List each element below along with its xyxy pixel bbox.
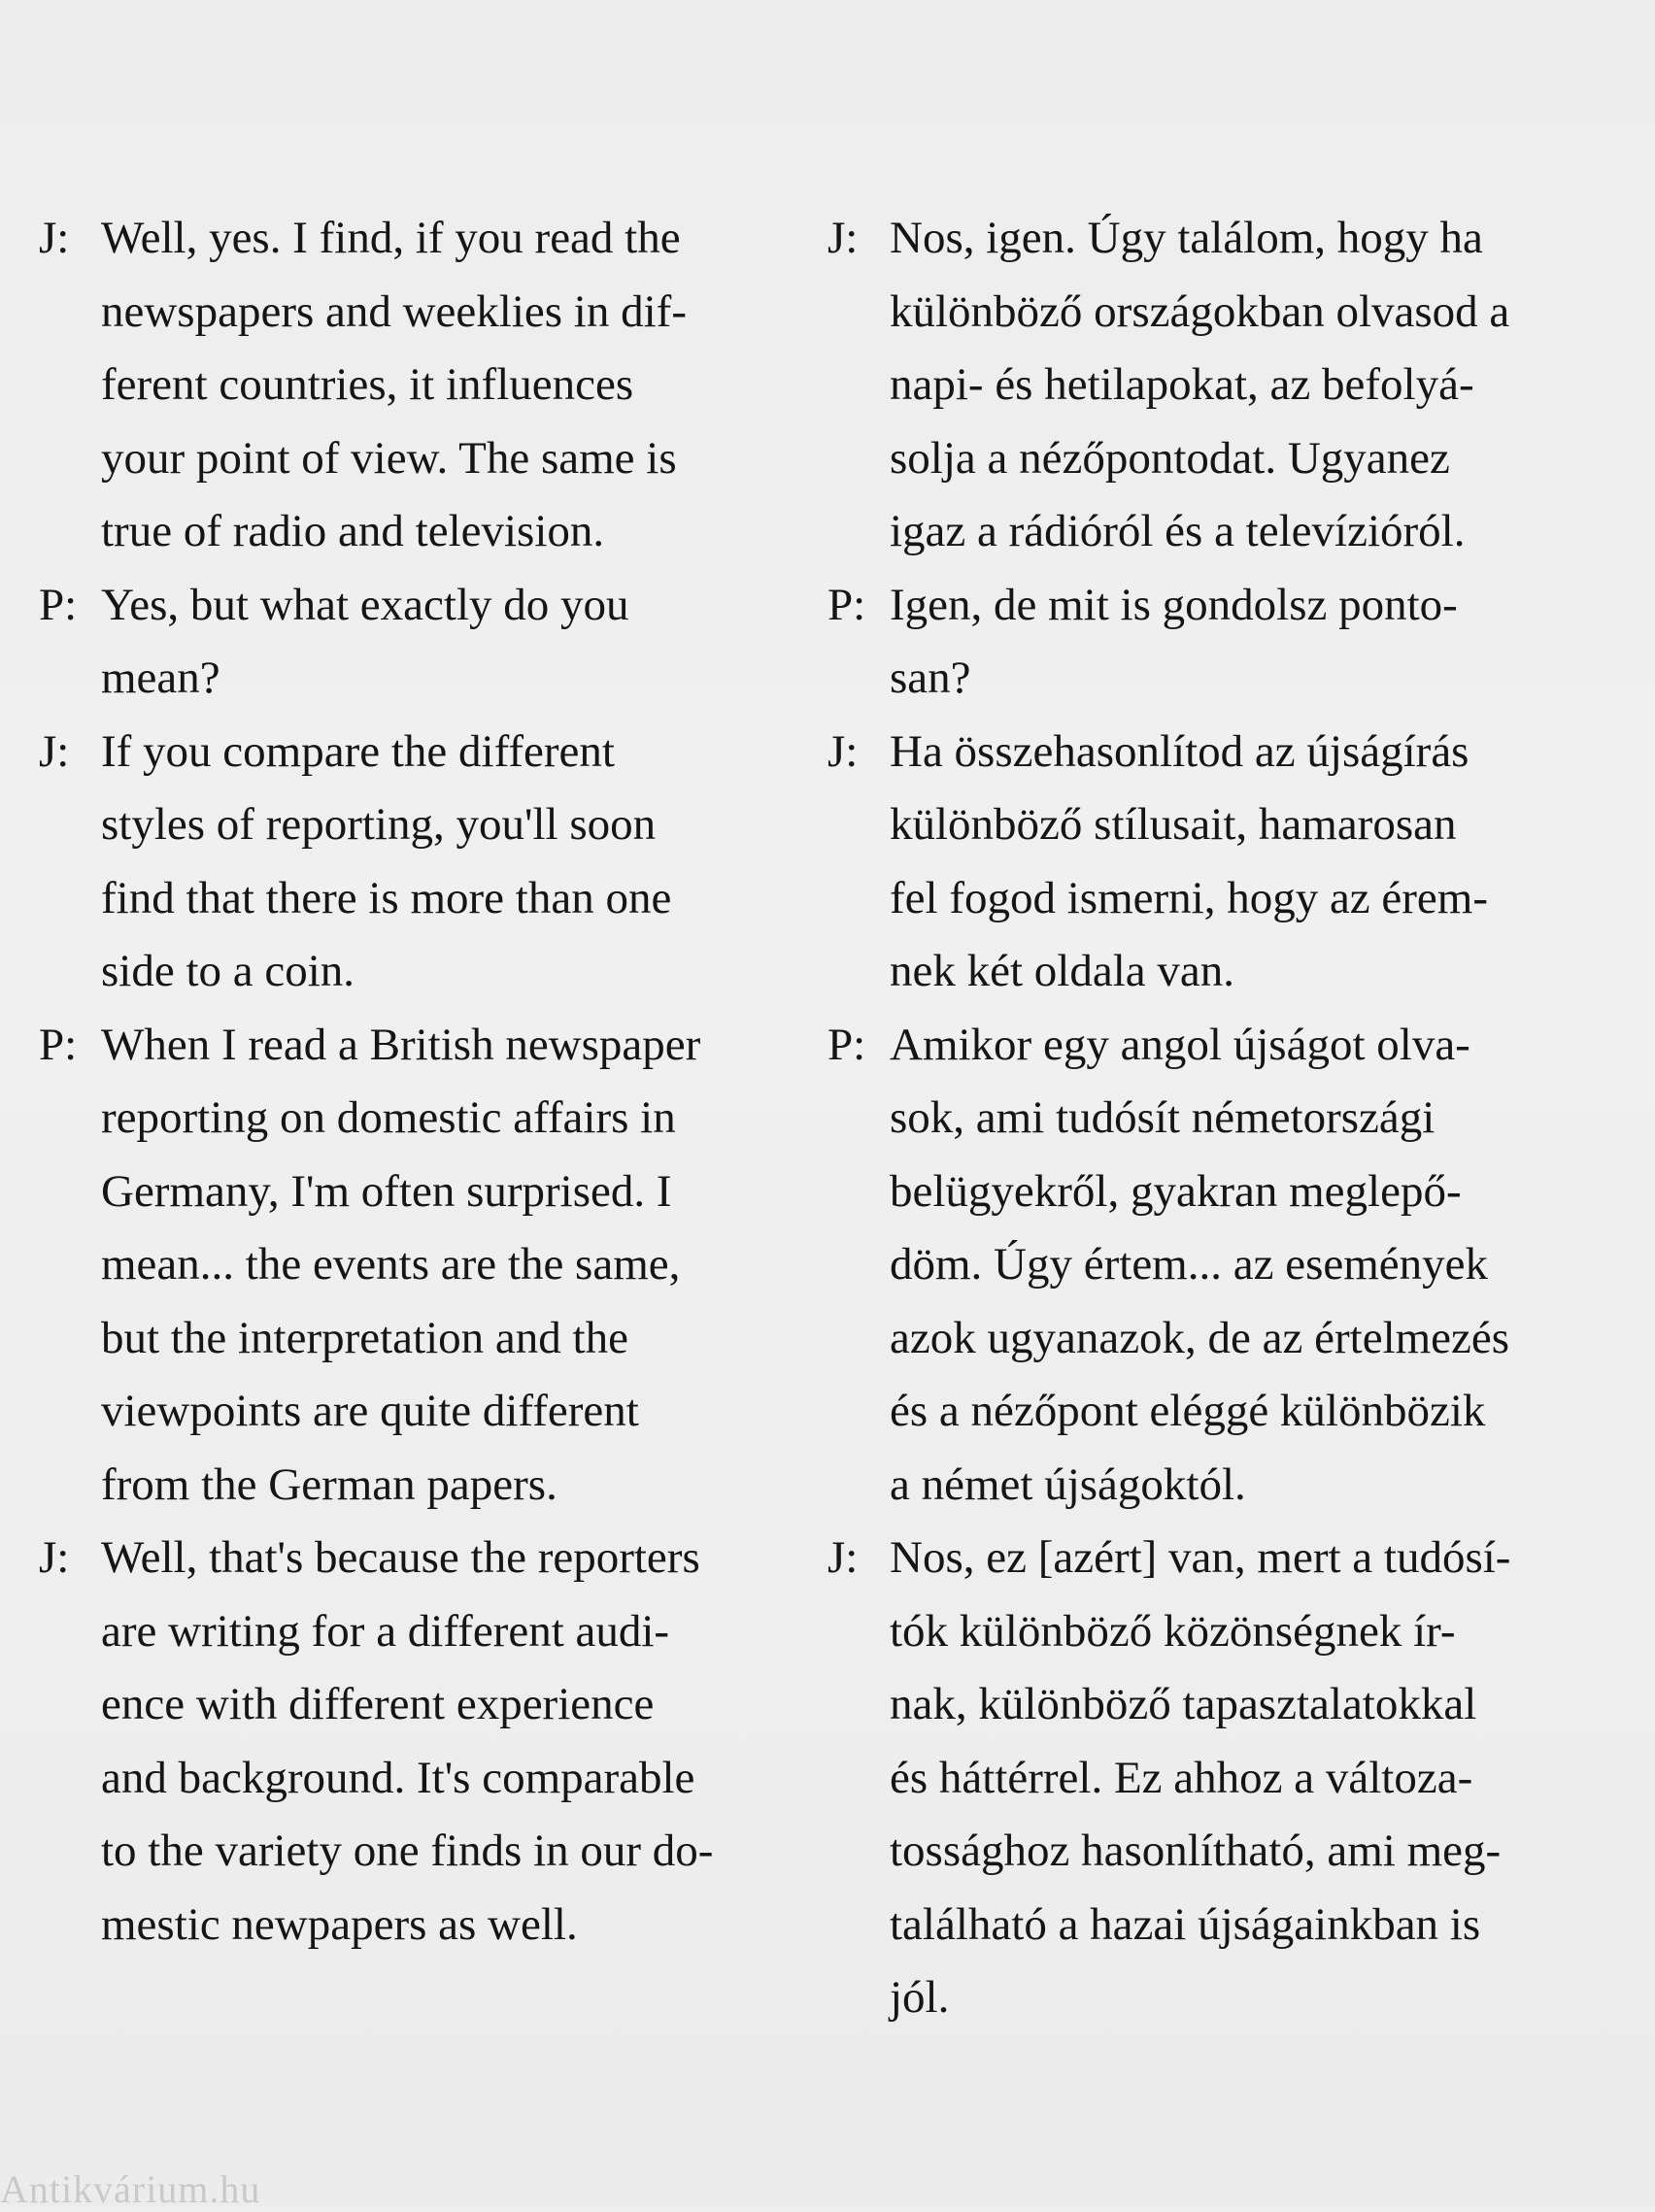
watermark: Antikvárium.hu xyxy=(0,2167,261,2211)
dialogue-entry xyxy=(828,569,1624,716)
text-line: és háttérrel. Ez ahhoz a változa- xyxy=(890,1752,1473,1803)
text-line: nak, különböző tapasztalatokkal xyxy=(890,1679,1477,1729)
text-line: azok ugyanazok, de az értelmezés xyxy=(890,1312,1510,1363)
text-line: When I read a British newspaper xyxy=(101,1019,701,1070)
text-line: napi- és hetilapokat, az befolyá- xyxy=(890,359,1474,410)
speaker-label: J: xyxy=(39,1532,70,1583)
text-line: Nos, ez [azért] van, mert a tudósí- xyxy=(890,1532,1511,1583)
text-line: a német újságoktól. xyxy=(890,1458,1246,1510)
text-line: Ha összehasonlítod az újságírás xyxy=(890,725,1469,777)
text-line: és a nézőpont eléggé különbözik xyxy=(890,1386,1486,1436)
text-line: reporting on domestic affairs in xyxy=(101,1092,676,1143)
text-line: döm. Úgy értem... az események xyxy=(890,1239,1489,1290)
text-line: található a hazai újságainkban is xyxy=(890,1898,1481,1950)
speaker-label: J: xyxy=(828,213,859,263)
text-line: side to a coin. xyxy=(101,946,355,996)
dialogue-entry xyxy=(828,202,1624,569)
hungarian-column xyxy=(828,202,1624,2035)
english-column xyxy=(39,202,816,1961)
text-line: ferent countries, it influences xyxy=(101,359,634,410)
text-line: your point of view. The same is xyxy=(101,432,677,484)
text-line: tók különböző közönségnek ír- xyxy=(890,1605,1456,1657)
text-line: nek két oldala van. xyxy=(890,946,1234,996)
text-line: Well, that's because the reporters xyxy=(101,1532,700,1583)
text-line: are writing for a different audi- xyxy=(101,1605,670,1657)
speaker-label: P: xyxy=(39,579,78,630)
text-line: from the German papers. xyxy=(101,1458,557,1510)
text-line: mestic newpapers as well. xyxy=(101,1898,578,1950)
dialogue-entry xyxy=(828,1522,1624,2035)
dialogue-entry xyxy=(828,716,1624,1009)
dialogue-entry xyxy=(39,569,816,716)
speaker-label: P: xyxy=(828,579,866,630)
text-line: jól. xyxy=(890,1972,950,2023)
text-line: különböző stílusait, hamarosan xyxy=(890,799,1457,850)
text-line: newspapers and weeklies in dif- xyxy=(101,285,687,337)
speaker-label: P: xyxy=(828,1019,866,1070)
text-line: true of radio and television. xyxy=(101,506,605,556)
text-line: viewpoints are quite different xyxy=(101,1386,639,1436)
dialogue-entry xyxy=(39,716,816,1009)
text-line: Germany, I'm often surprised. I xyxy=(101,1165,672,1217)
text-line: If you compare the different xyxy=(101,725,615,777)
speaker-label: J: xyxy=(39,725,70,777)
text-line: solja a nézőpontodat. Ugyanez xyxy=(890,432,1450,484)
text-line: belügyekről, gyakran meglepő- xyxy=(890,1165,1462,1217)
text-line: and background. It's comparable xyxy=(101,1752,695,1803)
text-line: mean... the events are the same, xyxy=(101,1239,681,1290)
text-line: Yes, but what exactly do you xyxy=(101,579,629,630)
text-line: find that there is more than one xyxy=(101,872,672,923)
dialogue-entry xyxy=(39,202,816,569)
dialogue-entry xyxy=(39,1009,816,1523)
text-line: különböző országokban olvasod a xyxy=(890,285,1510,337)
text-line: Igen, de mit is gondolsz ponto- xyxy=(890,579,1458,630)
speaker-label: J: xyxy=(828,1532,859,1583)
text-line: but the interpretation and the xyxy=(101,1312,628,1363)
dialogue-entry xyxy=(39,1522,816,1961)
text-line: mean? xyxy=(101,653,220,703)
speaker-label: J: xyxy=(828,725,859,777)
text-line: tossághoz hasonlítható, ami meg- xyxy=(890,1826,1502,1876)
text-line: Well, yes. I find, if you read the xyxy=(101,213,681,263)
text-line: ence with different experience xyxy=(101,1679,655,1729)
text-line: igaz a rádióról és a televízióról. xyxy=(890,506,1466,556)
text-line: to the variety one finds in our do- xyxy=(101,1826,714,1876)
speaker-label: J: xyxy=(39,213,70,263)
text-line: fel fogod ismerni, hogy az érem- xyxy=(890,872,1489,923)
text-line: styles of reporting, you'll soon xyxy=(101,799,657,850)
text-line: Amikor egy angol újságot olva- xyxy=(890,1019,1470,1070)
dialogue-entry xyxy=(828,1009,1624,1523)
text-line: Nos, igen. Úgy találom, hogy ha xyxy=(890,213,1483,263)
text-line: san? xyxy=(890,653,971,703)
speaker-label: P: xyxy=(39,1019,78,1070)
text-line: sok, ami tudósít németországi xyxy=(890,1092,1435,1143)
